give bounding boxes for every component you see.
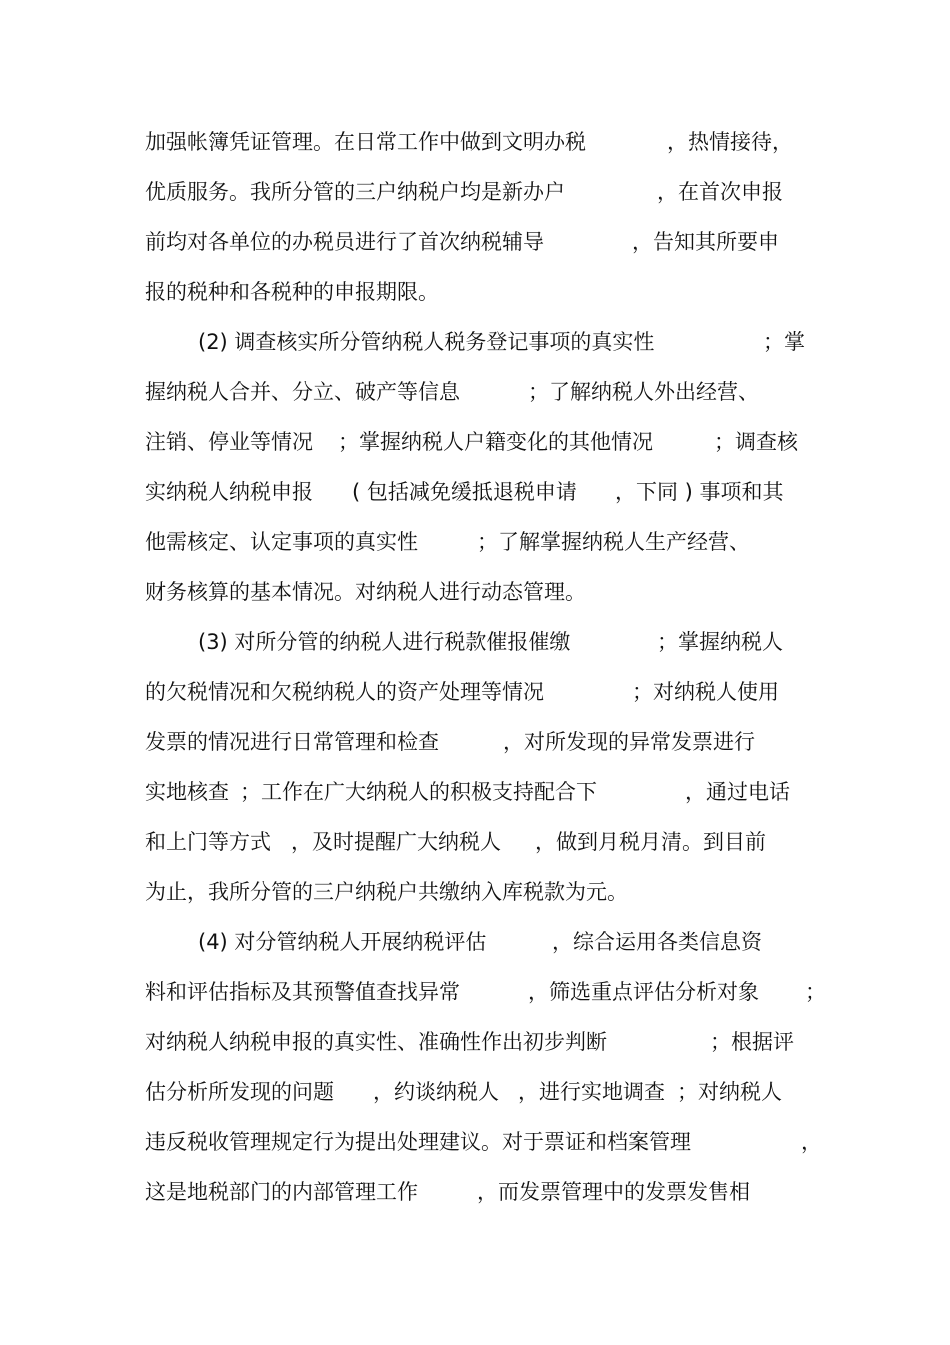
text-segment: 他需核定、认定事项的真实性 (145, 530, 418, 554)
text-segment: 的欠税情况和欠税纳税人的资产处理等情况 (145, 680, 544, 704)
text-segment: ，热情接待， (667, 130, 793, 154)
text-segment: 料和评估指标及其预警值查找异常 (145, 980, 460, 1004)
text-segment: 和上门等方式 (145, 830, 271, 854)
text-segment: 违反税收管理规定行为提出处理建议。对于票证和档案管理 (145, 1130, 691, 1154)
text-segment: ；对纳税人 (677, 1080, 782, 1104)
text-segment: 前均对各单位的办税员进行了首次纳税辅导 (145, 230, 544, 254)
text-segment: ，告知其所要申 (632, 230, 779, 254)
text-segment: ，筛选重点评估分析对象 (528, 980, 759, 1004)
text-segment: 加强帐簿凭证管理。在日常工作中做到文明办税 (145, 130, 586, 154)
text-segment: ；掌握纳税人 (657, 630, 783, 654)
text-segment: 实地核查 (145, 780, 229, 804)
text-segment: ( 包括减免缓抵退税申请 (352, 480, 577, 504)
text-segment: ；了解掌握纳税人生产经营、 (477, 530, 750, 554)
text-segment: ，下同 ) 事项和其 (615, 480, 784, 504)
text-segment: ；调查核 (714, 430, 798, 454)
text-segment: ， (801, 1130, 822, 1154)
text-segment: ，进行实地调查 (518, 1080, 665, 1104)
text-segment: ；掌 (763, 330, 805, 354)
text-segment: 对纳税人纳税申报的真实性、准确性作出初步判断 (145, 1030, 607, 1054)
text-segment: 报的税种和各税种的申报期限。 (145, 280, 439, 304)
text-segment: 这是地税部门的内部管理工作 (145, 1180, 418, 1204)
text-segment: ，通过电话 (685, 780, 790, 804)
text-segment: ，综合运用各类信息资 (552, 930, 762, 954)
text-segment: 为止，我所分管的三户纳税户共缴纳入库税款为元。 (145, 880, 628, 904)
text-segment: ，对所发现的异常发票进行 (503, 730, 755, 754)
text-segment: ； (805, 980, 826, 1004)
text-segment: ；了解纳税人外出经营、 (528, 380, 759, 404)
text-segment: 优质服务。我所分管的三户纳税户均是新办户 (145, 180, 565, 204)
text-segment: (4) 对分管纳税人开展纳税评估 (198, 930, 487, 954)
text-segment: 握纳税人合并、分立、破产等信息 (145, 380, 460, 404)
text-segment: ，而发票管理中的发票发售相 (477, 1180, 750, 1204)
text-segment: ，及时提醒广大纳税人 (291, 830, 501, 854)
text-segment: ，约谈纳税人 (373, 1080, 499, 1104)
text-segment: 发票的情况进行日常管理和检查 (145, 730, 439, 754)
text-segment: ，做到月税月清。到目前 (535, 830, 766, 854)
text-segment: ；对纳税人使用 (632, 680, 779, 704)
text-segment: ；工作在广大纳税人的积极支持配合下 (240, 780, 597, 804)
text-segment: (2) 调查核实所分管纳税人税务登记事项的真实性 (198, 330, 655, 354)
text-segment: ，在首次申报 (657, 180, 783, 204)
text-segment: 实纳税人纳税申报 (145, 480, 313, 504)
text-segment: 财务核算的基本情况。对纳税人进行动态管理。 (145, 580, 586, 604)
text-segment: ；掌握纳税人户籍变化的其他情况 (338, 430, 653, 454)
text-segment: 估分析所发现的问题 (145, 1080, 334, 1104)
text-segment: (3) 对所分管的纳税人进行税款催报催缴 (198, 630, 571, 654)
text-segment: ；根据评 (710, 1030, 794, 1054)
text-segment: 注销、停业等情况 (145, 430, 313, 454)
